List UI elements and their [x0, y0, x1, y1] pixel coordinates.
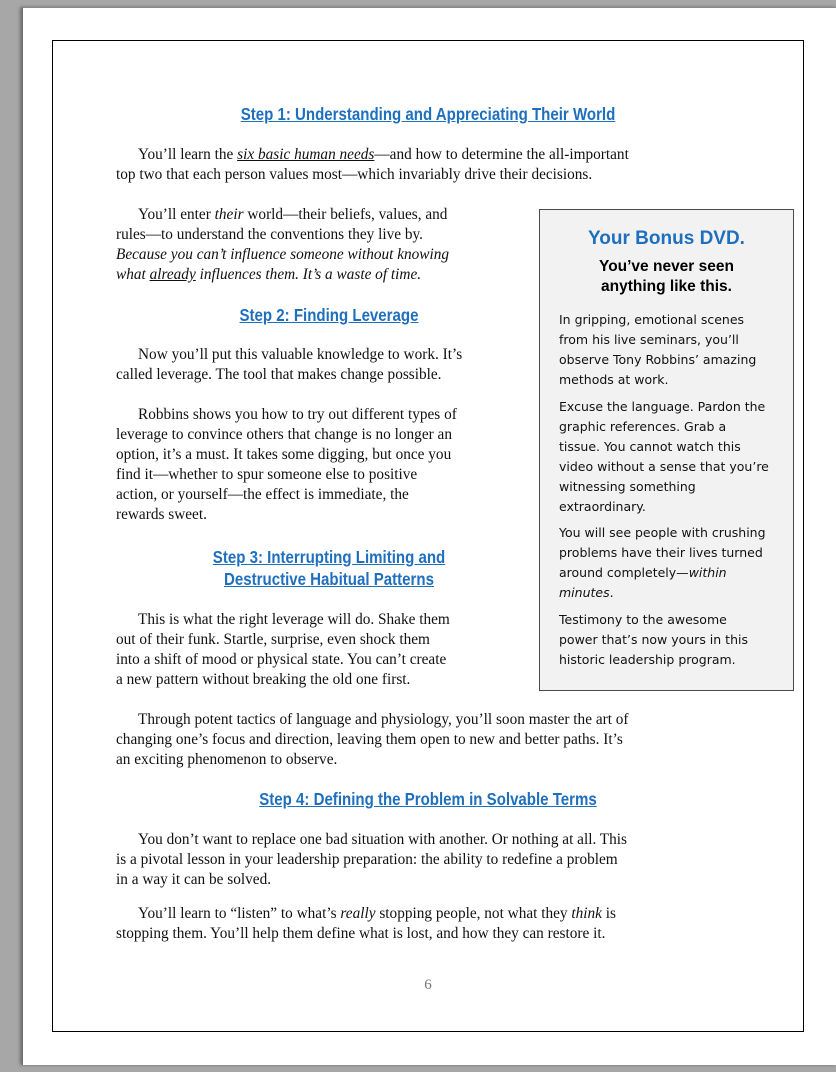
sidebar-paragraph-2: Excuse the language. Pardon the graphic references. Grab a tissue. You cannot watch this video without a sense that you’re witnessing something extraordinary.	[559, 399, 769, 514]
step3-paragraph-2: Through potent tactics of language and physiology, you’ll soon master the art of changing one’s focus and direction, leaving them open to new and better paths. It’s an exciting phenomenon to observe.	[116, 711, 629, 768]
viewer-left-gutter	[0, 0, 22, 1072]
viewer-bottom-gutter	[0, 1064, 836, 1072]
step2-paragraph-2: Robbins shows you how to try out different types of leverage to convince others that change is no longer an option, it’s a must. It takes some digging, but once you find it—whether to spur someone else to positive action, or yourself—the effect is immediate, the rewards sweet.	[116, 406, 457, 523]
step2-heading: Step 2: Finding Leverage	[239, 305, 419, 325]
viewer-top-gutter	[0, 0, 836, 7]
bonus-dvd-sidebar	[539, 209, 794, 691]
step4-paragraph-2: You’ll learn to “listen” to what’s really stopping people, not what they think is stopping them. You’ll help them define what is lost, and how they can restore it.	[116, 905, 616, 942]
step1-paragraph-1: You’ll learn the six basic human needs—and how to determine the all-important top two that each person values most—which invariably drive their decisions.	[116, 146, 629, 183]
step3-paragraph-1: This is what the right leverage will do. Shake them out of their funk. Startle, surprise, even shock them into a shift of mood or physical state. You can’t create a new pattern without breaking the old one first.	[116, 611, 450, 688]
step1-paragraph-2: You’ll enter their world—their beliefs, values, and rules—to understand the conventions they live by. Because you can’t influence someone without knowing what already influences them. It’s a waste of time.	[116, 206, 450, 283]
step1-heading: Step 1: Understanding and Appreciating Their World	[240, 104, 616, 124]
sidebar-paragraph-4: Testimony to the awesome power that’s now yours in this historic leadership program.	[559, 612, 748, 667]
sidebar-subtitle: You’ve never seen anything like this.	[599, 258, 734, 295]
page-number: 6	[424, 977, 432, 993]
step2-paragraph-1: Now you’ll put this valuable knowledge to work. It’s called leverage. The tool that makes change possible.	[116, 346, 463, 383]
sidebar-paragraph-1: In gripping, emotional scenes from his live seminars, you’ll observe Tony Robbins’ amazing methods at work.	[559, 312, 757, 387]
sidebar-title: Your Bonus DVD.	[588, 228, 745, 249]
step4-paragraph-1: You don’t want to replace one bad situation with another. Or nothing at all. This is a pivotal lesson in your leadership preparation: the ability to redefine a problem in a way it can be solved.	[116, 831, 628, 888]
sidebar-paragraph-3: You will see people with crushing problems have their lives turned around completely—within minutes.	[559, 525, 766, 600]
step3-heading: Step 3: Interrupting Limiting and Destructive Habitual Patterns	[212, 547, 446, 589]
step4-heading: Step 4: Defining the Problem in Solvable Terms	[259, 789, 597, 809]
